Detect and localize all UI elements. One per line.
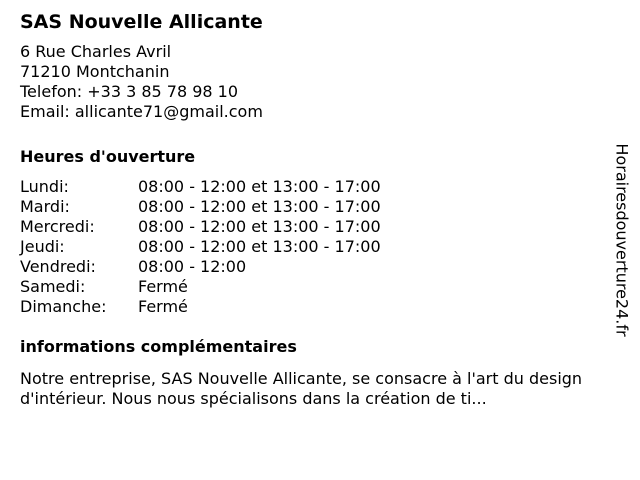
day-label: Samedi: <box>20 277 86 296</box>
hours-heading: Heures d'ouverture <box>20 147 196 166</box>
hours-row-sunday <box>20 297 605 317</box>
day-label: Dimanche: <box>20 297 107 316</box>
hours-row-friday <box>20 257 605 277</box>
info-description: Notre entreprise, SAS Nouvelle Allicante, se consacre à l'art du design d'intérieur. Nous nous spécialisons dans la création de ti... <box>20 369 583 408</box>
time-value: 08:00 - 12:00 et 13:00 - 17:00 <box>138 197 381 216</box>
hours-row-saturday <box>20 277 605 297</box>
day-label: Mardi: <box>20 197 70 216</box>
day-label: Vendredi: <box>20 257 96 276</box>
hours-row-wednesday <box>20 217 605 237</box>
info-heading: informations complémentaires <box>20 337 297 356</box>
contact-block <box>20 42 605 122</box>
hours-row-monday <box>20 177 605 197</box>
time-value: 08:00 - 12:00 et 13:00 - 17:00 <box>138 177 381 196</box>
hours-list <box>20 177 605 317</box>
hours-row-tuesday <box>20 197 605 217</box>
time-value: Fermé <box>138 297 188 316</box>
day-label: Lundi: <box>20 177 69 196</box>
time-value: 08:00 - 12:00 et 13:00 - 17:00 <box>138 217 381 236</box>
site-watermark: Horairesdouverture24.fr <box>612 143 632 337</box>
time-value: 08:00 - 12:00 et 13:00 - 17:00 <box>138 237 381 256</box>
business-card <box>20 10 605 425</box>
email-address: Email: allicante71@gmail.com <box>20 102 263 121</box>
day-label: Jeudi: <box>20 237 65 256</box>
business-name: SAS Nouvelle Allicante <box>20 11 263 33</box>
day-label: Mercredi: <box>20 217 95 236</box>
hours-row-thursday <box>20 237 605 257</box>
phone-number: Telefon: +33 3 85 78 98 10 <box>20 82 239 101</box>
city-address: 71210 Montchanin <box>20 62 170 81</box>
time-value: Fermé <box>138 277 188 296</box>
time-value: 08:00 - 12:00 <box>138 257 247 276</box>
street-address: 6 Rue Charles Avril <box>20 42 172 61</box>
